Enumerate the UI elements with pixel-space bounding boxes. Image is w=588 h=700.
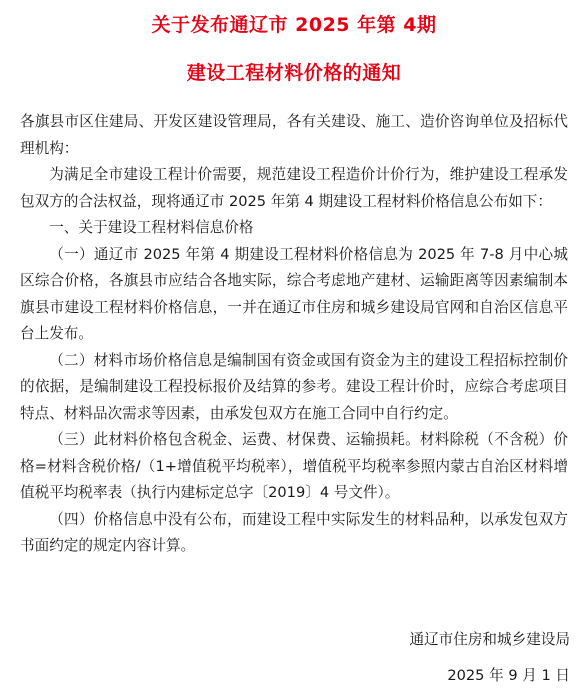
item-3-paragraph: （三）此材料价格包含税金、运费、材保费、运输损耗。材料除税（不含税）价格=材料含税价格/（1+增值税平均税率），增值税平均税率参照内蒙古自治区材料增值税平均税率表（执行内建标定总字〔2019〕4 号文件）。 [20, 431, 568, 501]
issue-date: 2025 年 9 月 1 日 [447, 667, 570, 684]
section-1-heading: 一、关于建设工程材料信息价格 [49, 219, 254, 236]
notice-title-line-1: 关于发布通辽市 2025 年第 4期 [151, 14, 437, 36]
intro-paragraph: 为满足全市建设工程计价需要，规范建设工程造价计价行为，维护建设工程承发包双方的合法权益，现将通辽市 2025 年第 4 期建设工程材料价格信息公布如下： [20, 166, 568, 210]
notice-title-line-2: 建设工程材料价格的通知 [186, 62, 402, 84]
item-1-paragraph: （一）通辽市 2025 年第 4 期建设工程材料价格信息为 2025 年 7-8 月中心城区综合价格，各旗县市应结合各地实际，综合考虑地产建材、运输距离等因素编制本旗县市建设工程材料价格信息，一并在通辽市住房和城乡建设局官网和自治区信息平台上发布。 [20, 245, 568, 342]
issuer-name: 通辽市住房和城乡建设局 [409, 631, 570, 648]
item-4-paragraph: （四）价格信息中没有公布，而建设工程中实际发生的材料品种，以承发包双方书面约定的规定内容计算。 [20, 510, 568, 554]
notice-body [20, 109, 568, 560]
recipients-paragraph: 各旗县市区住建局、开发区建设管理局，各有关建设、施工、造价咨询单位及招标代理机构： [20, 113, 568, 157]
item-2-paragraph: （二）材料市场价格信息是编制国有资金或国有资金为主的建设工程招标控制价的依据，是编制建设工程投标报价及结算的参考。建设工程计价时，应综合考虑项目特点、材料品次需求等因素，由承发包双方在施工合同中自行约定。 [20, 351, 568, 422]
